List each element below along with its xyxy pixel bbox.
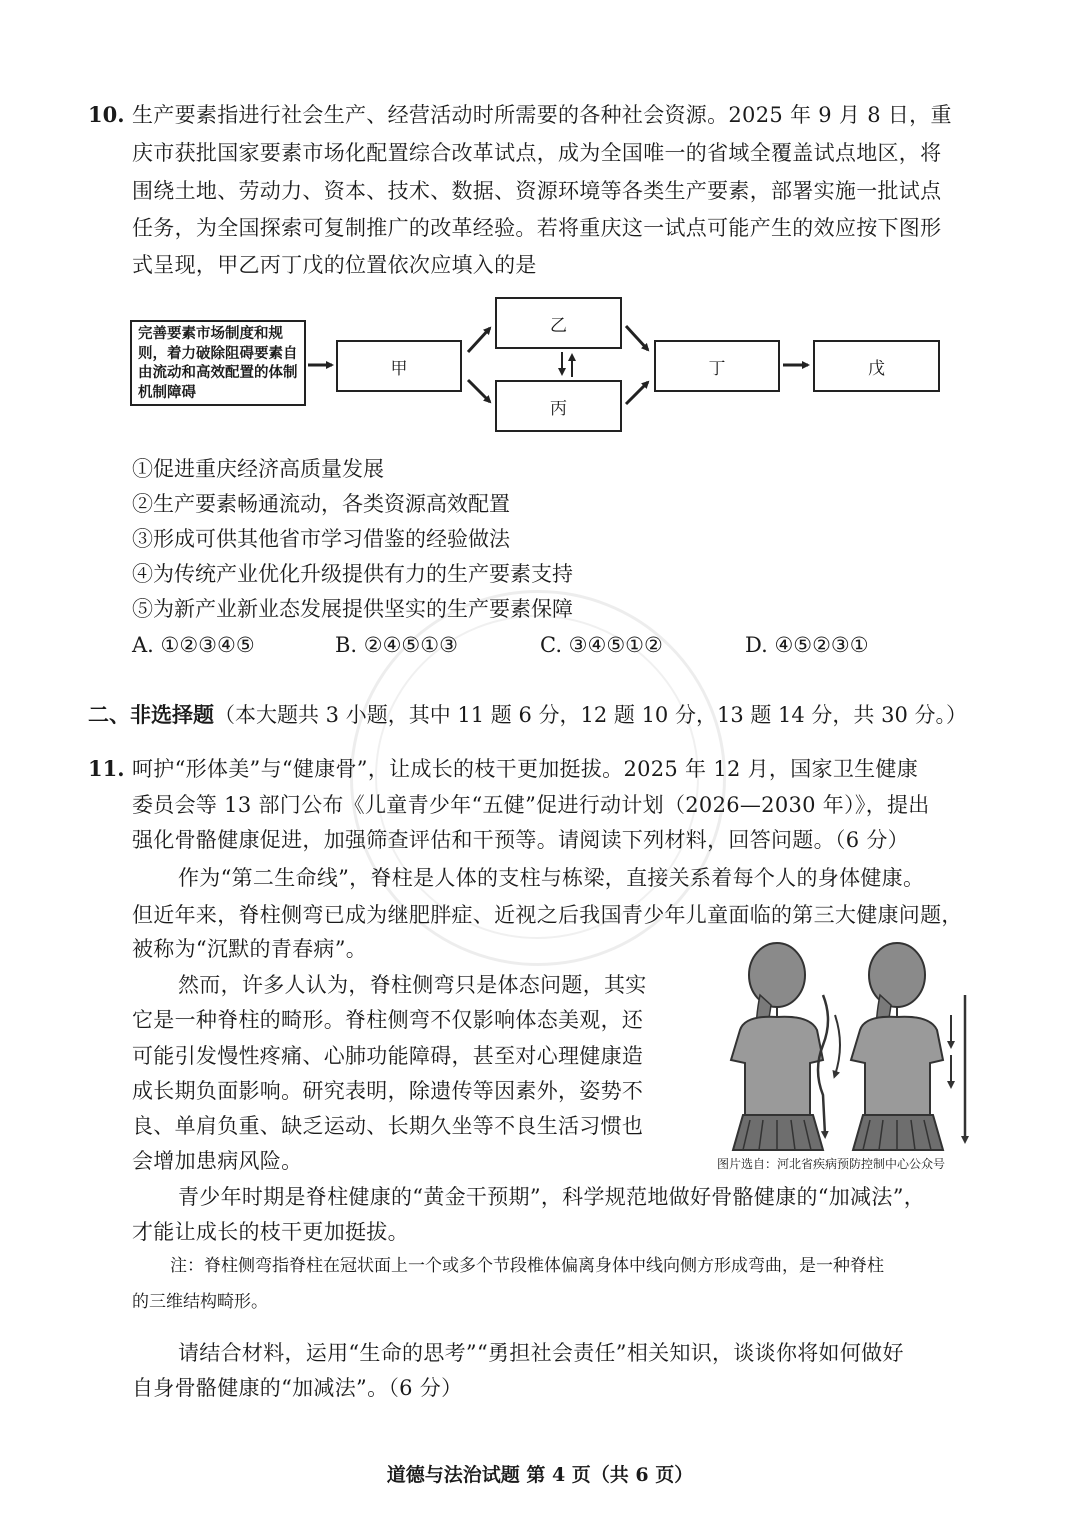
choice-d: D. ④⑤②③① xyxy=(745,633,869,657)
q10-option-3: ③形成可供其他省市学习借鉴的经验做法 xyxy=(132,527,510,551)
section-2-heading xyxy=(88,700,967,730)
diagram-label-wu: 戊 xyxy=(868,358,885,379)
q11-line-3: 强化骨骼健康促进，加强筛查评估和干预等。请阅读下列材料，回答问题。（6 分） xyxy=(132,828,909,852)
arrow-jia-to-bing xyxy=(468,380,490,402)
q10-line-3: 围绕土地、劳动力、资本、技术、数据、资源环境等各类生产要素，部署实施一批试点 xyxy=(132,179,942,203)
q10-line-2: 庆市获批国家要素市场化配置综合改革试点，成为全国唯一的省域全覆盖试点地区，将 xyxy=(132,141,942,165)
girl-straight-spine-figure xyxy=(851,943,965,1150)
girl-curved-spine-figure xyxy=(731,943,840,1150)
q11-material-3: 被称为“沉默的青春病”。 xyxy=(132,937,368,961)
q11-material-2: 但近年来，脊柱侧弯已成为继肥胖症、近视之后我国青少年儿童面临的第三大健康问题， xyxy=(132,903,963,927)
section-2-title: 二、非选择题 xyxy=(88,703,214,727)
diagram-start-box: 完善要素市场制度和规则，着力破除阻碍要素自由流动和高效配置的体制机制障碍 xyxy=(130,320,306,406)
q11-narrow-4: 成长期负面影响。研究表明，除遗传等因素外，姿势不 xyxy=(132,1079,644,1103)
q10-option-5: ⑤为新产业新业态发展提供坚实的生产要素保障 xyxy=(132,597,573,621)
scoliosis-illustration xyxy=(715,935,985,1155)
q11-narrow-2: 它是一种脊柱的畸形。脊柱侧弯不仅影响体态美观，还 xyxy=(132,1008,644,1032)
q11-note-2: 的三维结构畸形。 xyxy=(132,1292,268,1312)
choice-b: B. ②④⑤①③ xyxy=(335,633,458,657)
q11-narrow-1: 然而，许多人认为，脊柱侧弯只是体态问题，其实 xyxy=(178,973,647,997)
diagram-label-ding: 丁 xyxy=(708,358,726,379)
choice-a: A. ①②③④⑤ xyxy=(132,633,255,657)
q10-number: 10. xyxy=(88,102,125,127)
image-caption: 图片选自：河北省疾病预防控制中心公众号 xyxy=(717,1157,946,1171)
section-2-desc: （本大题共 3 小题，其中 11 题 6 分，12 题 10 分，13 题 14 分，共 30 分。） xyxy=(214,703,968,727)
arrow-bing-to-ding xyxy=(626,382,648,404)
q11-end-1: 青少年时期是脊柱健康的“黄金干预期”，科学规范地做好骨骼健康的“加减法”， xyxy=(178,1185,926,1209)
q11-narrow-3: 可能引发慢性疼痛、心肺功能障碍，甚至对心理健康造 xyxy=(132,1044,644,1068)
diagram-label-bing: 丙 xyxy=(550,398,567,419)
arrow-jia-to-yi xyxy=(468,328,490,352)
q11-number: 11. xyxy=(88,756,125,781)
q11-narrow-5: 良、单肩负重、缺乏运动、长期久坐等不良生活习惯也 xyxy=(132,1114,644,1138)
q10-line-4: 任务，为全国探索可复制推广的改革经验。若将重庆这一试点可能产生的效应按下图形 xyxy=(132,216,942,240)
choice-c: C. ③④⑤①② xyxy=(540,633,663,657)
q11-line-2: 委员会等 13 部门公布《儿童青少年“五健”促进行动计划（2026—2030 年）》，提出 xyxy=(132,793,930,817)
q11-note-1: 注：脊柱侧弯指脊柱在冠状面上一个或多个节段椎体偏离身体中线向侧方形成弯曲，是一种脊柱 xyxy=(170,1256,884,1276)
q11-narrow-6: 会增加患病风险。 xyxy=(132,1149,303,1173)
q11-question-2: 自身骨骼健康的“加减法”。（6 分） xyxy=(132,1376,463,1400)
diagram-label-jia: 甲 xyxy=(390,358,408,379)
q10-option-1: ①促进重庆经济高质量发展 xyxy=(132,457,384,481)
q11-question-1: 请结合材料，运用“生命的思考”“勇担社会责任”相关知识，谈谈你将如何做好 xyxy=(178,1341,904,1365)
q11-line-1: 呵护“形体美”与“健康骨”，让成长的枝干更加挺拔。2025 年 12 月，国家卫生健康 xyxy=(132,757,919,781)
diagram-arrows xyxy=(0,0,1080,480)
q10-line-1: 生产要素指进行社会生产、经营活动时所需要的各种社会资源。2025 年 9 月 8 日，重 xyxy=(132,103,952,127)
q10-option-2: ②生产要素畅通流动，各类资源高效配置 xyxy=(132,492,510,516)
arrow-yi-to-ding xyxy=(626,326,648,350)
q11-end-2: 才能让成长的枝干更加挺拔。 xyxy=(132,1220,409,1244)
q11-material-1: 作为“第二生命线”，脊柱是人体的支柱与栋梁，直接关系着每个人的身体健康。 xyxy=(178,866,925,890)
page-footer: 道德与法治试题 第 4 页（共 6 页） xyxy=(386,1464,694,1486)
q10-option-4: ④为传统产业优化升级提供有力的生产要素支持 xyxy=(132,562,573,586)
diagram-label-yi: 乙 xyxy=(550,315,567,336)
q10-line-5: 式呈现，甲乙丙丁戊的位置依次应填入的是 xyxy=(132,253,537,277)
